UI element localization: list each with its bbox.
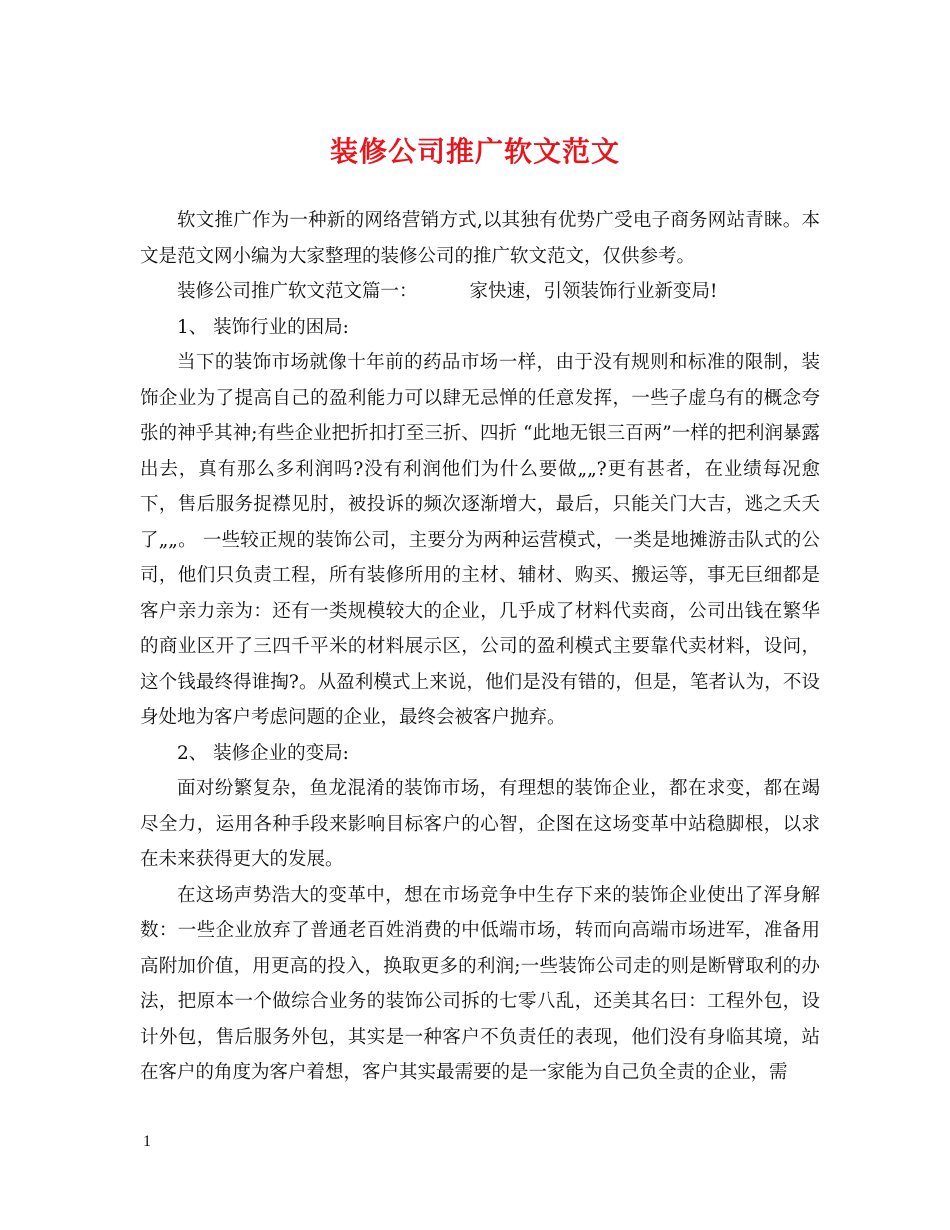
section-1-paragraph: 当下的装饰市场就像十年前的药品市场一样，由于没有规则和标准的限制，装饰企业为了提高自己的盈利能力可以肆无忌惮的任意发挥，一些子虚乌有的概念夸张的神乎其神;有些企业把折扣打至三折、四折 “此地无银三百两”一样的把利润暴露出去，真有那么多利润吗?没有利润他们为什么要做„„?更有甚者，在业绩每况愈下，售后服务捉襟见肘，被投诉的频次逐渐增大，最后，只能关门大吉，逃之夭夭了„„。 一些较正规的装饰公司，主要分为两种运营模式，一类是地摊游击队式的公司，他们只负责工程，所有装修所用的主材、辅材、购买、搬运等，事无巨细都是客户亲力亲为：还有一类规模较大的企业，几乎成了材料代卖商，公司出钱在繁华的商业区开了三四千平米的材料展示区，公司的盈利模式主要靠代卖材料，设问，这个钱最终得谁掏?。从盈利模式上来说，他们是没有错的，但是，笔者认为，不设身处地为客户考虑问题的企业，最终会被客户抛弃。 bbox=[140, 352, 820, 728]
document-body bbox=[140, 203, 820, 1091]
section-heading-2: 2、 装修企业的变局: bbox=[177, 742, 349, 764]
section-2-paragraph-1: 面对纷繁复杂，鱼龙混淆的装饰市场，有理想的装饰企业，都在求变，都在竭尽全力，运用各种手段来影响目标客户的心智，企图在这场变革中站稳脚根，以求在未来获得更大的发展。 bbox=[140, 778, 820, 870]
subtitle-suffix: 家快速，引领装饰行业新变局! bbox=[469, 281, 718, 302]
intro-paragraph: 软文推广作为一种新的网络营销方式,以其独有优势广受电子商务网站青睐。本文是范文网小编为大家整理的装修公司的推广软文范文，仅供参考。 bbox=[140, 210, 820, 267]
document-title: 装修公司推广软文范文 bbox=[329, 135, 620, 168]
subtitle-prefix: 装修公司推广软文范文篇一： bbox=[177, 281, 418, 302]
section-2-paragraph-2: 在这场声势浩大的变革中，想在市场竞争中生存下来的装饰企业使出了浑身解数：一些企业放弃了普通老百姓消费的中低端市场，转而向高端市场进军，准备用高附加价值，用更高的投入，换取更多的利润;一些装饰公司走的则是断臂取利的办法，把原本一个做综合业务的装饰公司拆的七零八乱，还美其名曰：工程外包，设计外包，售后服务外包，其实是一种客户不负责任的表现，他们没有身临其境，站在客户的角度为客户着想，客户其实最需要的是一家能为自己负全责的企业，需 bbox=[140, 884, 820, 1083]
page-number: 1 bbox=[143, 1133, 151, 1150]
subtitle-line bbox=[140, 274, 820, 310]
section-heading-1: 1、 装饰行业的困局: bbox=[177, 316, 349, 338]
